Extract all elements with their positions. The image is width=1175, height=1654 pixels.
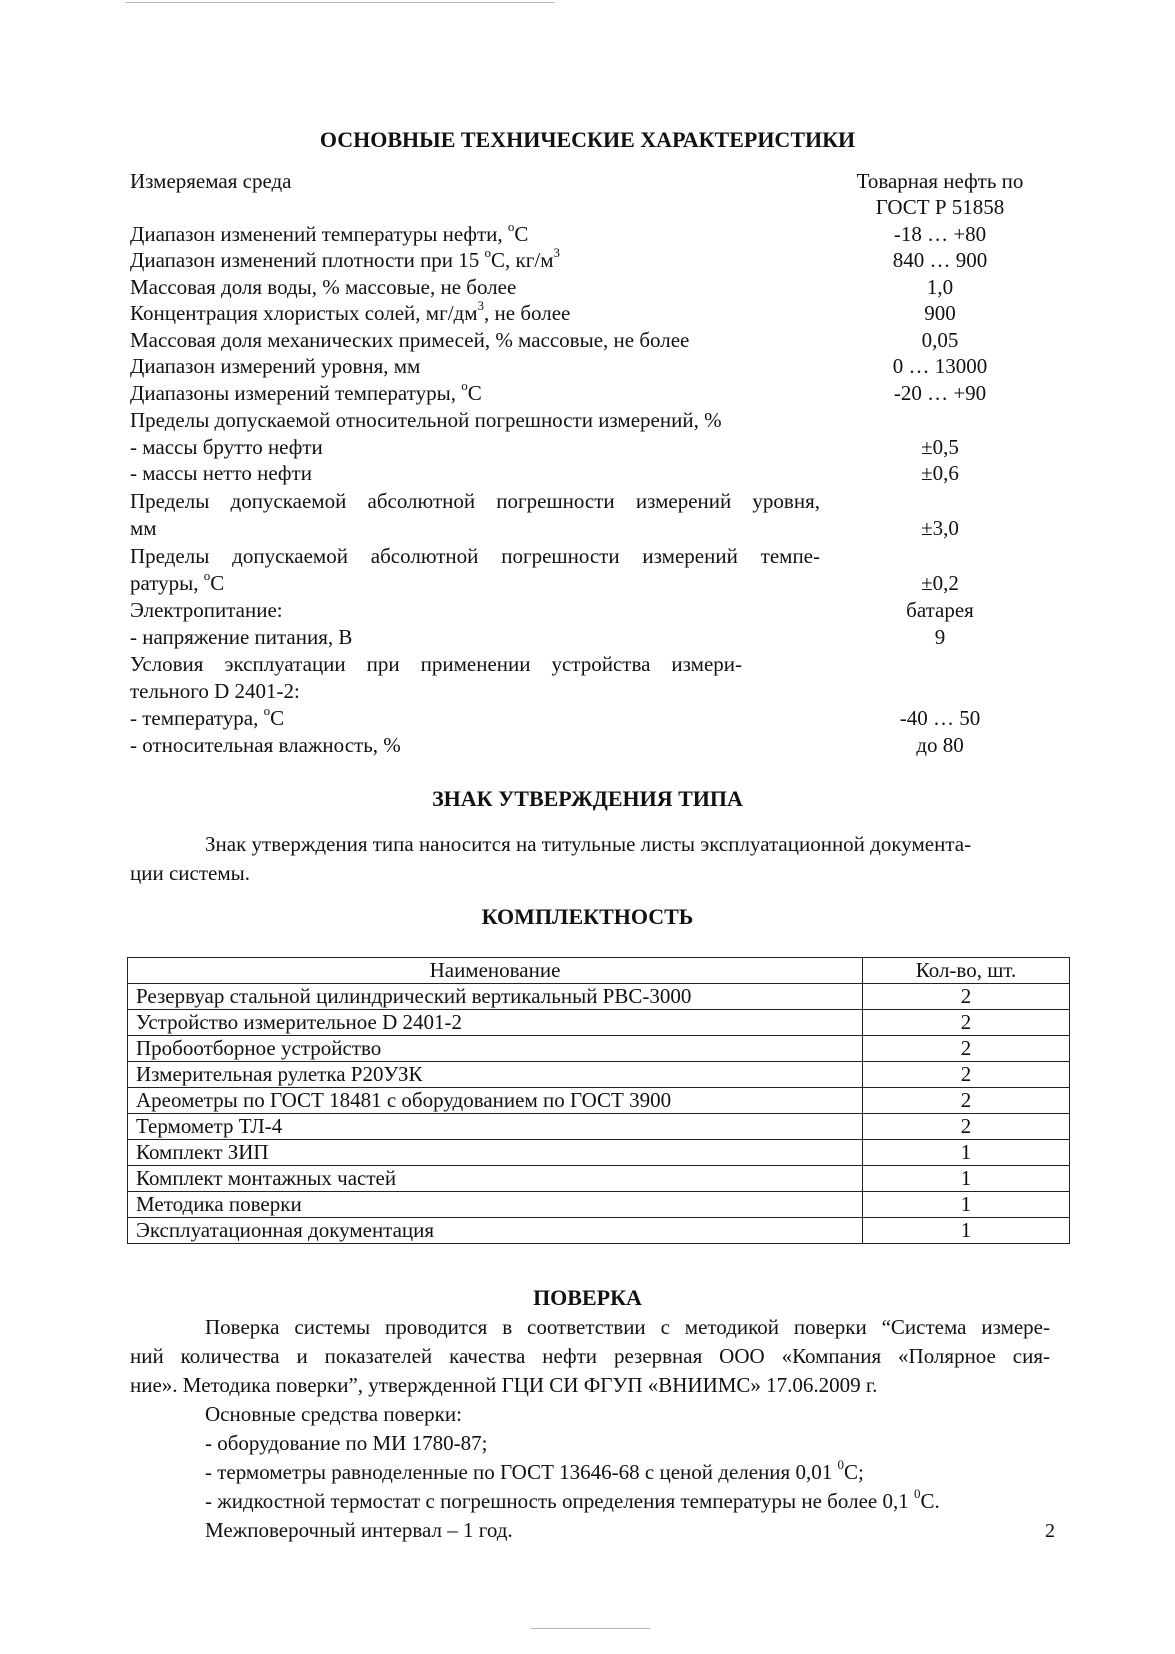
- spec-row-voltage: [130, 624, 1045, 651]
- cell-name: Комплект ЗИП: [128, 1140, 863, 1166]
- spec-label: Пределы допускаемой абсолютной погрешности измерений темпе-: [130, 544, 820, 568]
- spec-row-abs-level: [130, 488, 1045, 515]
- paragraph-line: - термометры равноделенные по ГОСТ 13646-68 с ценой деления 0,01 $^0$С;: [205, 1457, 864, 1484]
- spec-value: 0,05: [921, 328, 959, 352]
- table-row: [128, 1218, 1070, 1244]
- spec-label: - температура, $^о$С: [130, 703, 285, 730]
- spec-value: до 80: [916, 733, 964, 757]
- cell-qty: 1: [863, 1140, 1070, 1166]
- table-row: [128, 1088, 1070, 1114]
- cell-qty: 2: [863, 1036, 1070, 1062]
- spec-value: 900: [924, 301, 956, 325]
- spec-label: Массовая доля механических примесей, % массовые, не более: [130, 328, 690, 352]
- spec-label: Диапазон изменений температуры нефти, $^о$С: [130, 219, 529, 246]
- spec-value: Товарная нефть по: [856, 169, 1024, 193]
- spec-row-density: [130, 247, 1045, 274]
- kit-title: КОМПЛЕКТНОСТЬ: [481, 904, 694, 929]
- spec-label: мм: [130, 516, 157, 540]
- cell-qty: 2: [863, 1114, 1070, 1140]
- spec-label: Диапазоны измерений температуры, $^о$С: [130, 378, 482, 405]
- spec-row-rel-error: [130, 407, 1045, 434]
- cell-qty: 1: [863, 1192, 1070, 1218]
- paragraph-line: Поверка системы проводится в соответствии с методикой поверки “Система измере-: [205, 1315, 1050, 1339]
- spec-value: -40 … 50: [899, 706, 981, 730]
- verification-title: ПОВЕРКА: [533, 1285, 642, 1310]
- spec-value: ±0,6: [921, 461, 959, 485]
- paragraph-line: ние». Методика поверки”, утвержденной ГЦИ СИ ФГУП «ВНИИМС» 17.06.2009 г.: [130, 1373, 878, 1397]
- table-row: [128, 1192, 1070, 1218]
- spec-row-abs-temp-cont: [130, 570, 1045, 597]
- table-row: [128, 1036, 1070, 1062]
- page-number: 2: [1045, 1520, 1055, 1542]
- spec-row-abs-temp: [130, 543, 1045, 570]
- paragraph-line: - оборудование по МИ 1780-87;: [205, 1431, 488, 1455]
- table-row: [128, 984, 1070, 1010]
- verification-paragraph: [130, 1313, 1050, 1545]
- spec-label: тельного D 2401-2:: [130, 679, 300, 703]
- table-row: [128, 1010, 1070, 1036]
- cell-name: Измерительная рулетка Р20УЗК: [128, 1062, 863, 1088]
- spec-label: Диапазон измерений уровня, мм: [130, 354, 421, 378]
- spec-value: ГОСТ Р 51858: [875, 195, 1005, 219]
- spec-label: Массовая доля воды, % массовые, не более: [130, 275, 517, 299]
- cell-qty: 2: [863, 1062, 1070, 1088]
- spec-row-net-mass: [130, 460, 1045, 487]
- cell-name: Ареометры по ГОСТ 18481 с оборудованием по ГОСТ 3900: [128, 1088, 863, 1114]
- spec-value: ±3,0: [921, 516, 959, 540]
- paragraph-line: ний количества и показателей качества нефти резервная ООО «Компания «Полярное сия-: [130, 1344, 1050, 1368]
- spec-row-op-temp: [130, 705, 1045, 732]
- spec-label: Концентрация хлористых солей, $мг/дм^3$, не более: [130, 298, 571, 325]
- spec-label: Пределы допускаемой абсолютной погрешности измерений уровня,: [130, 489, 820, 513]
- paragraph-line: Основные средства поверки:: [205, 1402, 462, 1426]
- spec-label: - относительная влажность, %: [130, 733, 401, 757]
- cell-name: Методика поверки: [128, 1192, 863, 1218]
- paragraph-line: - жидкостной термостат с погрешность определения температуры не более 0,1 $^0$С.: [205, 1486, 940, 1513]
- column-header-name: Наименование: [128, 958, 863, 984]
- cell-name: Устройство измерительное D 2401-2: [128, 1010, 863, 1036]
- scan-artifact-top: [125, 2, 555, 3]
- spec-row-oil-temp: [130, 221, 1045, 248]
- spec-row-conditions-cont: [130, 678, 1045, 705]
- table-header-row: [128, 958, 1070, 984]
- table-row: [128, 1140, 1070, 1166]
- cell-qty: 2: [863, 1088, 1070, 1114]
- table-row: [128, 1166, 1070, 1192]
- approval-title: ЗНАК УТВЕРЖДЕНИЯ ТИПА: [432, 786, 743, 811]
- kit-table: [127, 957, 1070, 1244]
- cell-name: Эксплуатационная документация: [128, 1218, 863, 1244]
- cell-qty: 2: [863, 1010, 1070, 1036]
- cell-name: Комплект монтажных частей: [128, 1166, 863, 1192]
- spec-label: Диапазон изменений плотности при 15 $^о$С, $кг/м^3$: [130, 245, 560, 272]
- spec-value: ±0,5: [921, 435, 959, 459]
- spec-value: -18 … +80: [893, 222, 987, 246]
- spec-row-humidity: [130, 732, 1045, 759]
- paragraph-line: Знак утверждения типа наносится на титульные листы эксплуатационной документа-: [205, 832, 972, 856]
- spec-value: 0 … 13000: [892, 354, 988, 378]
- paragraph-line: Межповерочный интервал – 1 год.: [205, 1518, 513, 1542]
- cell-qty: 1: [863, 1218, 1070, 1244]
- cell-qty: 1: [863, 1166, 1070, 1192]
- spec-row-water: [130, 274, 1045, 301]
- cell-name: Пробоотборное устройство: [128, 1036, 863, 1062]
- spec-row-salts: [130, 300, 1045, 327]
- spec-row-conditions: [130, 651, 1045, 678]
- spec-row-abs-level-cont: [130, 515, 1045, 542]
- spec-value: ±0,2: [921, 571, 959, 595]
- spec-row-gross-mass: [130, 434, 1045, 461]
- cell-qty: 2: [863, 984, 1070, 1010]
- spec-value: 9: [934, 625, 946, 649]
- spec-value: 1,0: [926, 275, 954, 299]
- spec-label: Измеряемая среда: [130, 169, 292, 193]
- spec-value: батарея: [906, 598, 974, 622]
- table-row: [128, 1114, 1070, 1140]
- cell-name: Резервуар стальной цилиндрический вертикальный РВС-3000: [128, 984, 863, 1010]
- specs-title: ОСНОВНЫЕ ТЕХНИЧЕСКИЕ ХАРАКТЕРИСТИКИ: [319, 127, 856, 152]
- spec-label: - напряжение питания, В: [130, 625, 353, 649]
- spec-value: -20 … +90: [893, 381, 987, 405]
- spec-label: ратуры, $^о$С: [130, 568, 225, 595]
- table-row: [128, 1062, 1070, 1088]
- spec-label: - массы брутто нефти: [130, 435, 323, 459]
- spec-row-level-range: [130, 353, 1045, 380]
- spec-label: Условия эксплуатации при применении устройства измери-: [130, 652, 742, 676]
- spec-row-temp-range: [130, 380, 1045, 407]
- spec-row-medium-cont: [130, 194, 1045, 221]
- spec-value: 840 … 900: [892, 248, 988, 272]
- cell-name: Термометр ТЛ-4: [128, 1114, 863, 1140]
- column-header-qty: Кол-во, шт.: [863, 958, 1070, 984]
- spec-row-medium: [130, 168, 1045, 195]
- spec-row-power: [130, 597, 1045, 624]
- spec-label: Пределы допускаемой относительной погрешности измерений, %: [130, 408, 722, 432]
- approval-paragraph: [130, 830, 1050, 888]
- spec-label: Электропитание:: [130, 598, 283, 622]
- spec-row-impurities: [130, 327, 1045, 354]
- spec-label: - массы нетто нефти: [130, 461, 312, 485]
- scan-artifact-bottom: [530, 1628, 650, 1629]
- paragraph-line: ции системы.: [130, 861, 250, 885]
